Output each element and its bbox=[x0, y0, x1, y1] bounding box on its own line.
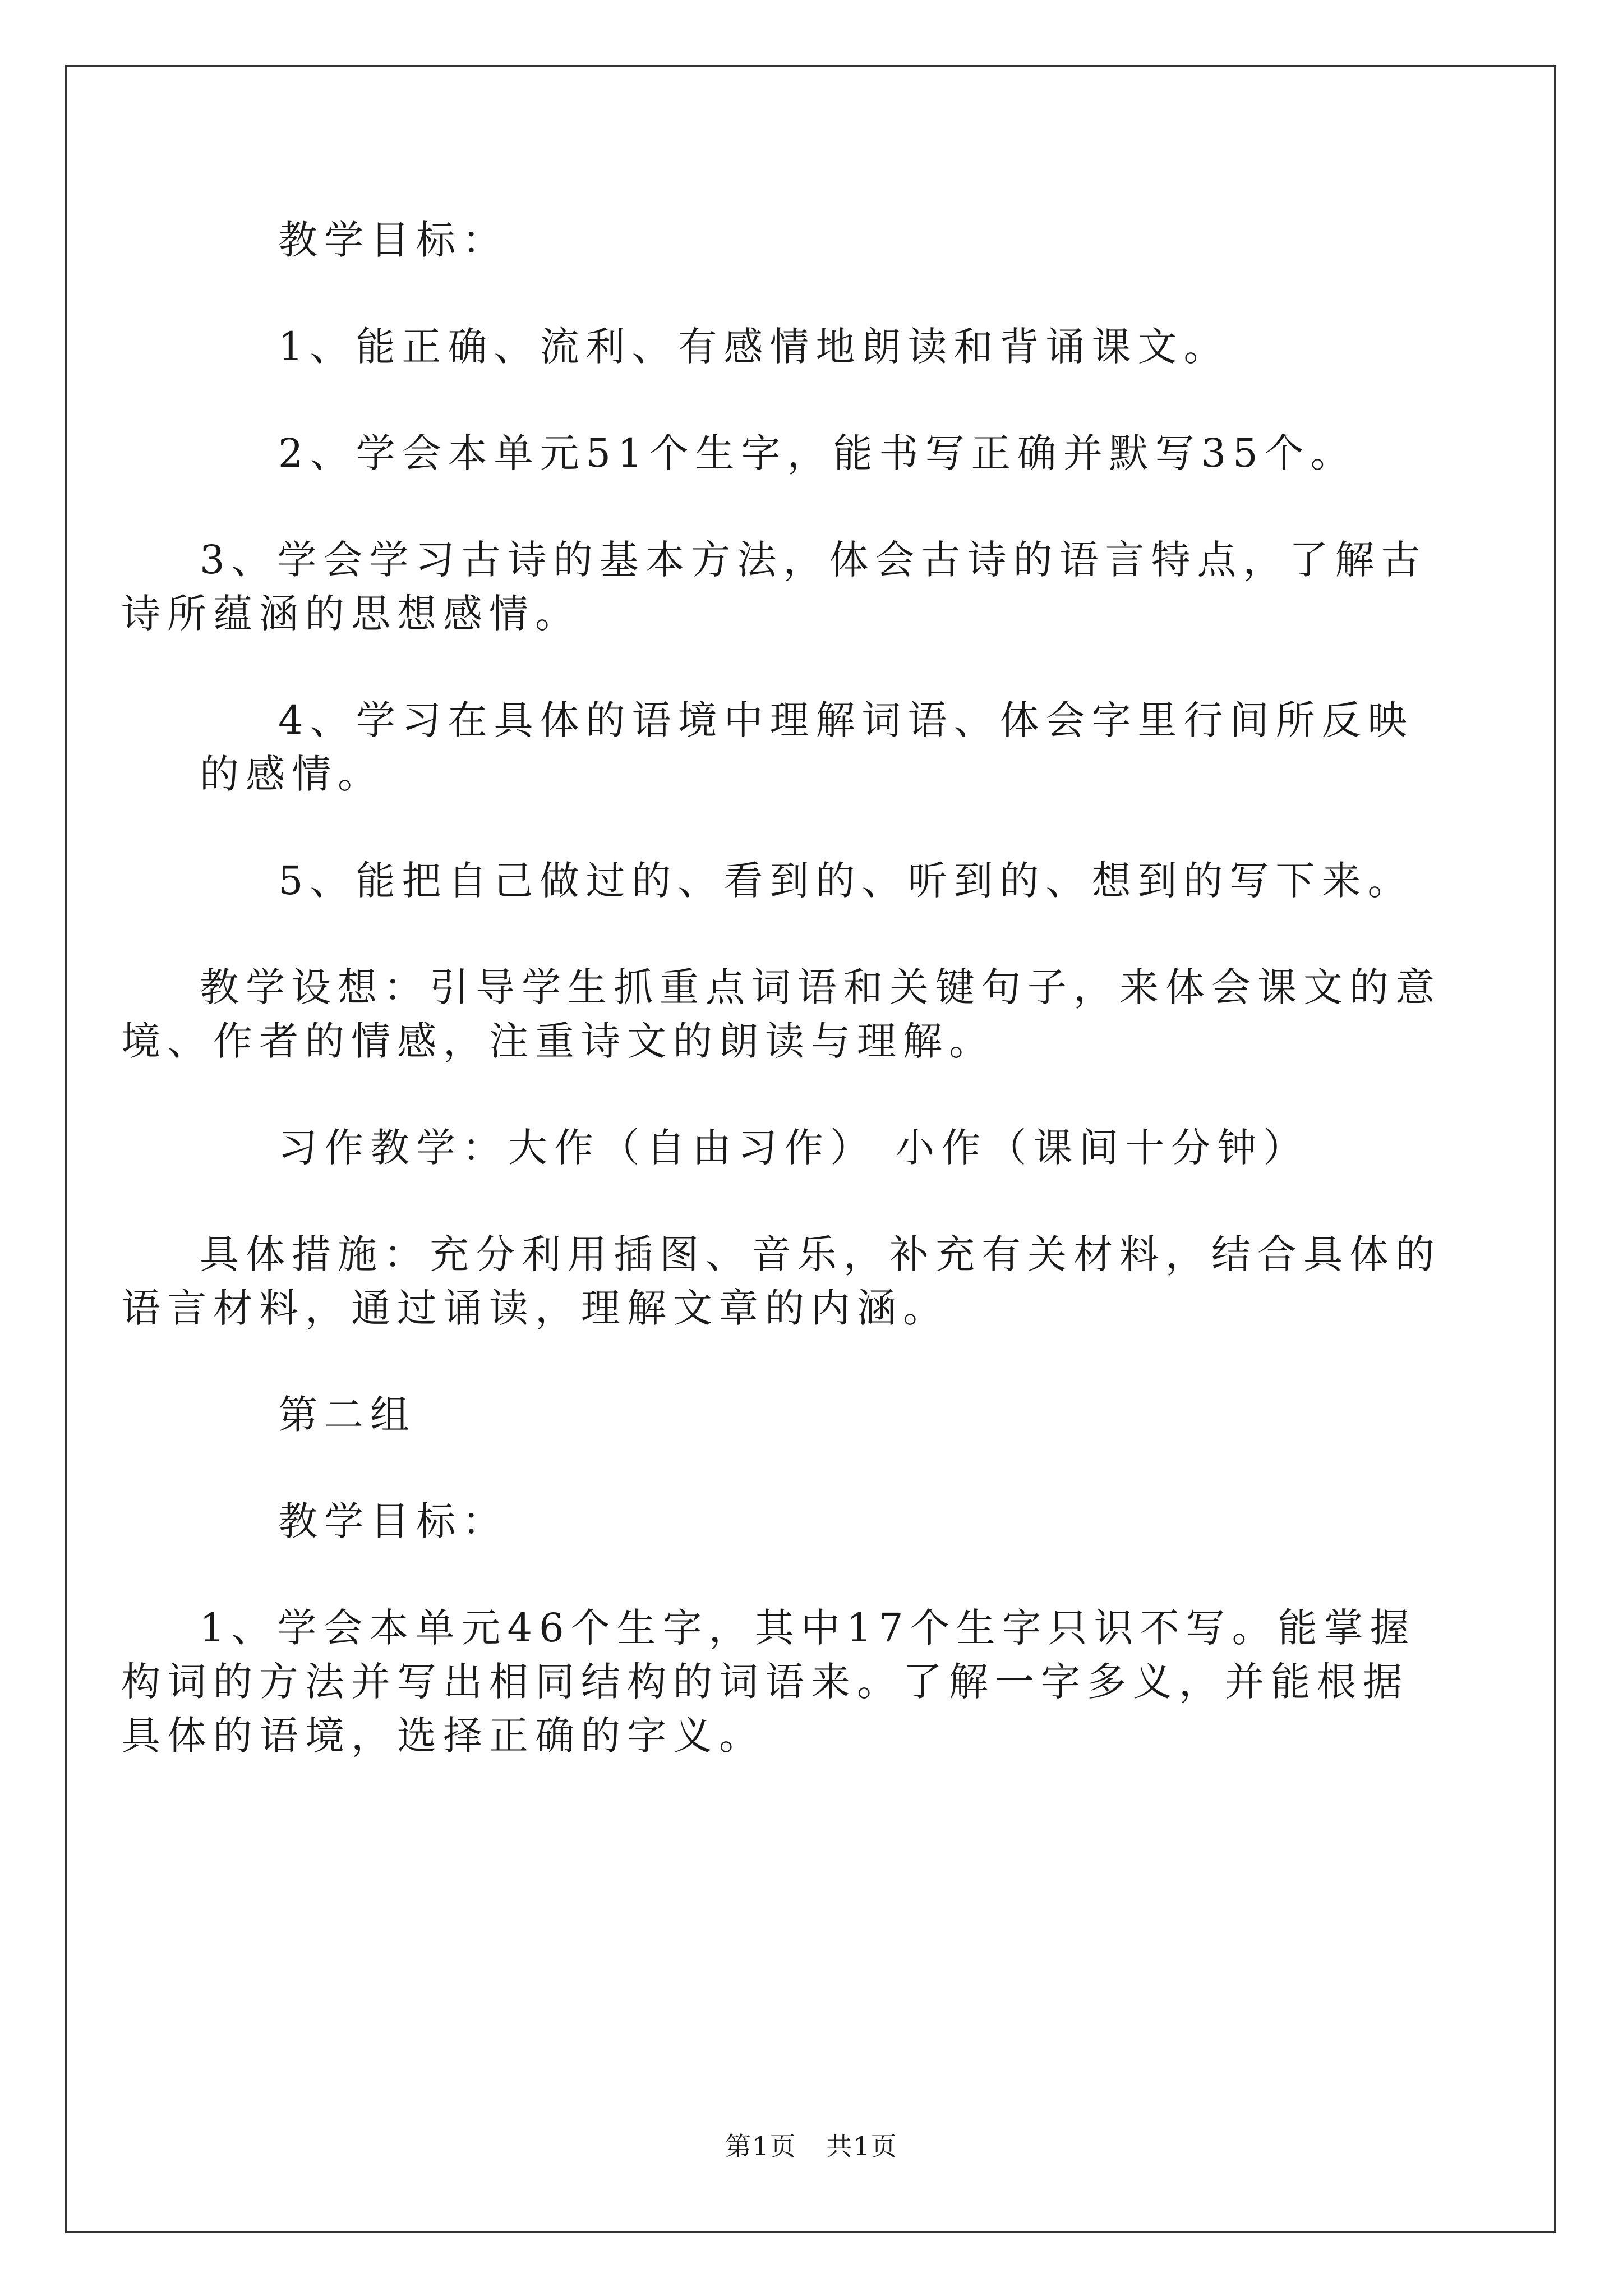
paragraph-group-two: 第二组 bbox=[278, 1392, 416, 1438]
page-number-total: 共1页 bbox=[826, 2131, 898, 2161]
paragraph-measures: 具体措施：充分利用插图、音乐，补充有关材料，结合具体的语言材料，通过诵读，理解文章的内涵。 bbox=[121, 1231, 1441, 1331]
paragraph-goals-heading: 教学目标： bbox=[278, 217, 508, 263]
paragraph-group2-goal-1: 1、学会本单元46个生字，其中17个生字只识不写。能掌握构词的方法并写出相同结构的词语来。了解一字多义，并能根据具体的语境，选择正确的字义。 bbox=[121, 1605, 1416, 1759]
paragraph-goals-heading-2: 教学目标： bbox=[278, 1498, 508, 1544]
paragraph-teaching-idea: 教学设想：引导学生抓重点词语和关键句子，来体会课文的意境、作者的情感，注重诗文的朗读与理解。 bbox=[121, 964, 1441, 1064]
paragraph-goal-4: 4、学习在具体的语境中理解词语、体会字里行间所反映的感情。 bbox=[200, 697, 1414, 797]
paragraph-goal-3: 3、学会学习古诗的基本方法，体会古诗的语言特点，了解古诗所蕴涵的思想感情。 bbox=[121, 537, 1427, 637]
page-number-current: 第1页 bbox=[725, 2131, 797, 2161]
paragraph-writing-teaching: 习作教学：大作（自由习作） 小作（课间十分钟） bbox=[278, 1125, 1310, 1171]
paragraph-goal-2: 2、学会本单元51个生字，能书写正确并默写35个。 bbox=[278, 430, 1357, 476]
document-body bbox=[121, 213, 1450, 1815]
page-footer bbox=[0, 2126, 1623, 2163]
paragraph-goal-1: 1、能正确、流利、有感情地朗读和背诵课文。 bbox=[278, 324, 1230, 370]
paragraph-goal-5: 5、能把自己做过的、看到的、听到的、想到的写下来。 bbox=[278, 858, 1414, 904]
